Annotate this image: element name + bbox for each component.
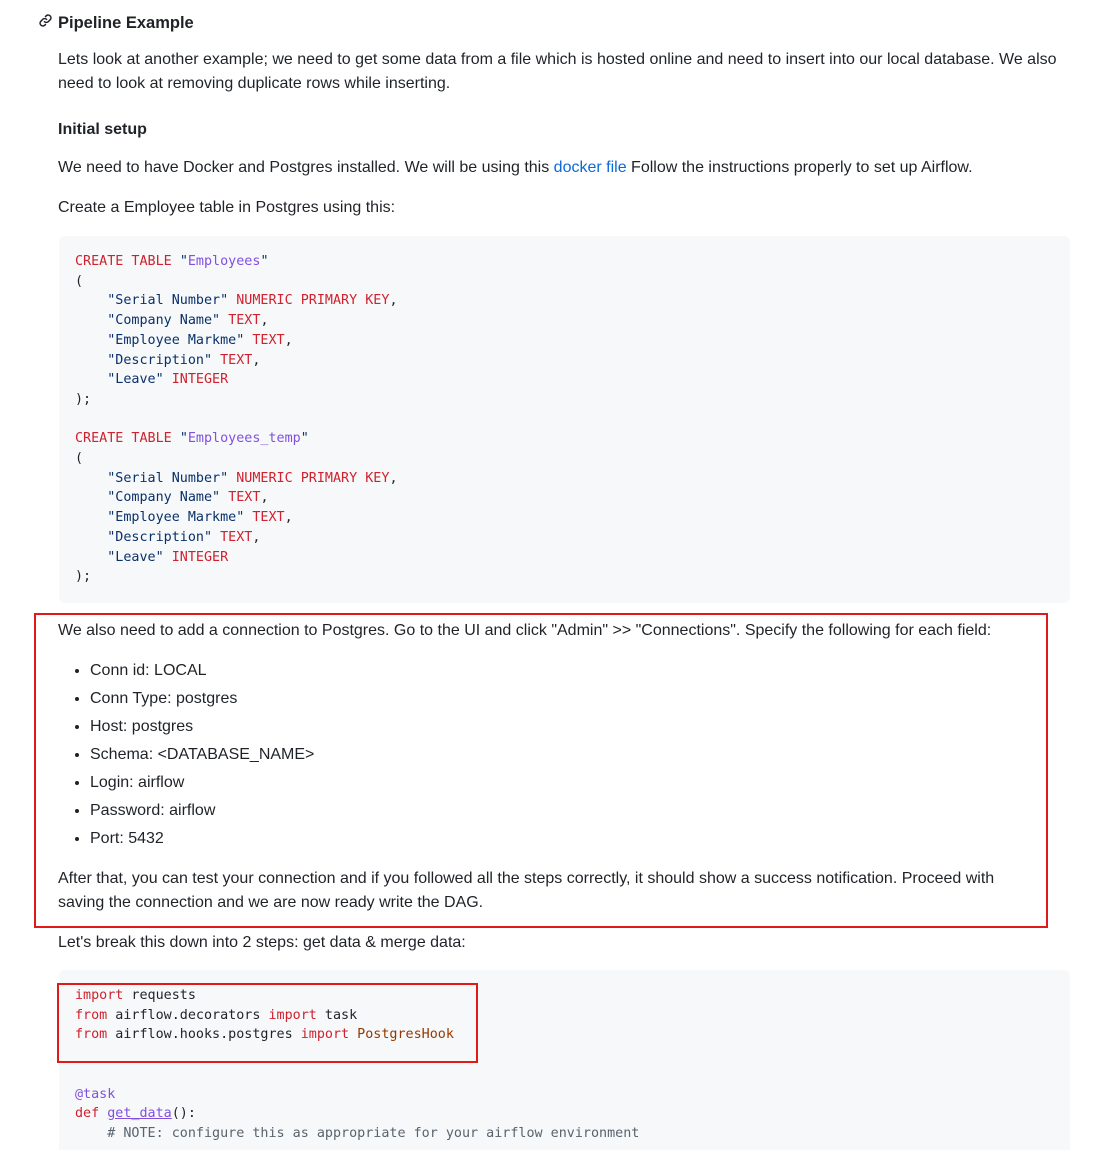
link-icon[interactable] — [38, 13, 53, 33]
highlight-box-imports — [57, 983, 478, 1063]
docker-file-link[interactable]: docker file — [553, 159, 627, 176]
python-code: import requests from airflow.decorators import task from airflow.hooks.postgres import PostgresHook @task def get_data(): # NOTE: configure this as appropriate for your airflow environment — [75, 988, 640, 1141]
list-item: • Login: airflow — [90, 771, 314, 799]
setup-paragraph — [58, 156, 1058, 180]
list-item: • Password: airflow — [90, 799, 314, 827]
intro-paragraph: Lets look at another example; we need to get some data from a file which is hosted online and need to insert into our local database. We also need to look at removing duplicate rows while inserting. — [58, 51, 1057, 92]
section-title: Pipeline Example — [58, 13, 194, 32]
list-item: • Conn Type: postgres — [90, 687, 314, 715]
section-heading — [38, 11, 194, 35]
highlight-box-connection — [34, 613, 1048, 928]
connection-after-paragraph: After that, you can test your connection and if you followed all the steps correctly, it should show a success notification. Proceed with saving the connection and we are now ready write the DAG. — [58, 870, 995, 911]
initial-setup-heading: Initial setup — [58, 121, 147, 138]
list-item: • Port: 5432 — [90, 827, 314, 855]
list-item: • Schema: <DATABASE_NAME> — [90, 743, 314, 771]
list-item: • Conn id: LOCAL — [90, 659, 314, 687]
setup-text-before: We need to have Docker and Postgres installed. We will be using this — [58, 159, 554, 176]
create-table-paragraph: Create a Employee table in Postgres using this: — [58, 199, 396, 216]
setup-text-after: Follow the instructions properly to set up Airflow. — [626, 159, 973, 176]
sql-code-block — [59, 236, 1070, 603]
list-item: • Host: postgres — [90, 715, 314, 743]
connection-intro: We also need to add a connection to Postgres. Go to the UI and click "Admin" >> "Connections". Specify the following for each field: — [58, 622, 992, 639]
breakdown-paragraph: Let's break this down into 2 steps: get data & merge data: — [58, 934, 466, 951]
sql-code: CREATE TABLE "Employees" ( "Serial Number" NUMERIC PRIMARY KEY, "Company Name" TEXT, "Employee Markme" TEXT, "Description" TEXT, "Leave" INTEGER ); CREATE TABLE "Employees_temp" ( "Serial Number" NUMERIC PRIMARY KEY, "Company Name" TEXT, "Employee Markme" TEXT, "Description" TEXT, "Leave" INTEGER ); — [75, 254, 398, 585]
